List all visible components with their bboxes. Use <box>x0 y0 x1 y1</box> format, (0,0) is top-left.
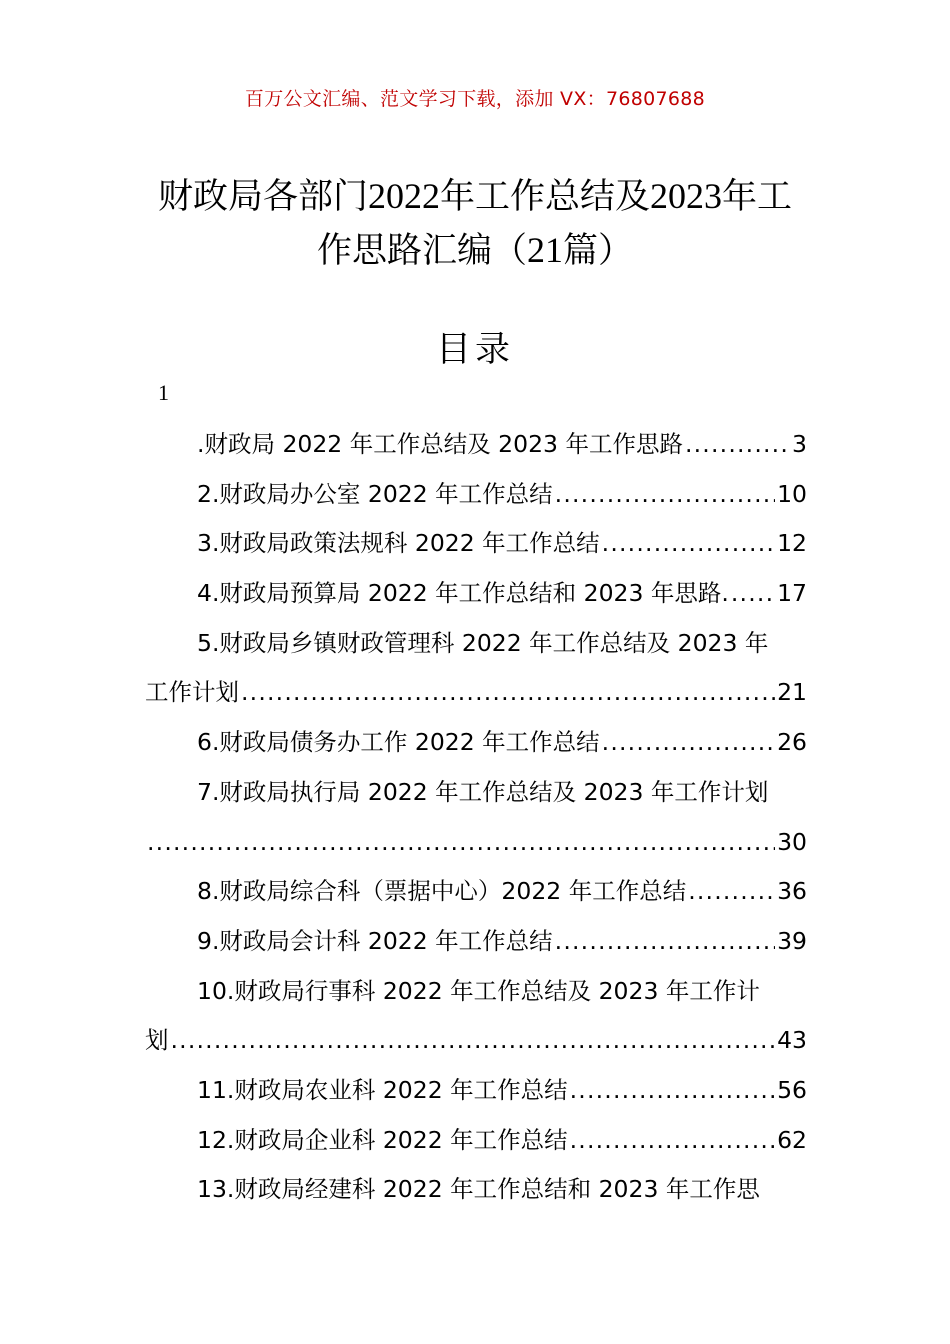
toc-entry[interactable] <box>145 867 807 917</box>
toc-entry[interactable] <box>145 917 807 967</box>
toc-entry-text: 7.财政局执行局 2022 年工作总结及 2023 年工作计划 <box>197 777 769 806</box>
toc-leader <box>570 1066 775 1116</box>
title-part: 财政局各部门 <box>157 177 368 217</box>
toc-page-number: 39 <box>777 926 807 955</box>
title-part: 作思路汇编（ <box>316 231 527 271</box>
toc-leader <box>555 917 775 967</box>
toc-entry-text: 12.财政局企业科 2022 年工作总结 <box>197 1125 568 1154</box>
toc-page-number: 3 <box>792 430 807 458</box>
toc-leader <box>602 718 775 768</box>
table-of-contents <box>145 420 807 1215</box>
toc-entry[interactable] <box>145 967 807 1017</box>
toc-entry-text: 10.财政局行事科 2022 年工作总结及 2023 年工作计 <box>197 976 760 1005</box>
toc-page-number: 12 <box>777 529 807 558</box>
document-title <box>140 170 810 278</box>
title-year: 2023 <box>650 176 722 216</box>
toc-leader <box>688 867 775 917</box>
toc-page-number: 36 <box>777 877 807 906</box>
toc-entry[interactable] <box>145 420 807 470</box>
toc-entry[interactable] <box>145 1066 807 1116</box>
toc-entry-text: 2.财政局办公室 2022 年工作总结 <box>197 479 553 508</box>
toc-entry-text: 6.财政局债务办工作 2022 年工作总结 <box>197 728 600 757</box>
toc-leader <box>570 1116 775 1166</box>
toc-leader <box>602 519 775 569</box>
toc-leader <box>685 420 790 470</box>
promo-banner: 百万公文汇编、范文学习下载，添加 VX：76807688 <box>244 88 706 110</box>
title-part: 年工作总结及 <box>439 177 650 217</box>
toc-page-number: 17 <box>777 579 807 608</box>
toc-entry-text: 5.财政局乡镇财政管理科 2022 年工作总结及 2023 年 <box>197 628 769 657</box>
toc-leader <box>147 818 775 868</box>
toc-entry-text: 11.财政局农业科 2022 年工作总结 <box>197 1075 568 1104</box>
toc-entry-text: 划 <box>145 1026 169 1055</box>
toc-entry-text: 13.财政局经建科 2022 年工作总结和 2023 年工作思 <box>197 1175 760 1204</box>
title-part: 年工 <box>722 177 793 217</box>
title-count: 21 <box>527 230 563 270</box>
toc-entry-text: .财政局 2022 年工作总结及 2023 年工作思路 <box>197 430 683 458</box>
toc-entry[interactable] <box>145 619 807 669</box>
toc-leader <box>171 1016 776 1066</box>
toc-page-number: 62 <box>777 1125 807 1154</box>
toc-entry[interactable] <box>145 1165 807 1215</box>
toc-entry[interactable] <box>145 1116 807 1166</box>
footnote-mark: 1 <box>158 380 169 405</box>
title-year: 2022 <box>367 176 440 216</box>
toc-entry-continuation[interactable] <box>145 1016 807 1066</box>
toc-entry[interactable] <box>145 519 807 569</box>
title-part: 篇） <box>563 231 634 271</box>
toc-page-number: 30 <box>777 827 807 856</box>
toc-leader <box>555 470 775 520</box>
toc-entry-text: 9.财政局会计科 2022 年工作总结 <box>197 926 553 955</box>
toc-entry-text: 工作计划 <box>145 678 239 707</box>
toc-entry-continuation[interactable] <box>145 818 807 868</box>
toc-entry-text: 3.财政局政策法规科 2022 年工作总结 <box>197 529 600 558</box>
toc-entry[interactable] <box>145 470 807 520</box>
toc-page-number: 26 <box>777 728 807 757</box>
toc-heading: 目录 <box>435 330 514 370</box>
toc-page-number: 10 <box>777 479 807 508</box>
toc-entry[interactable] <box>145 768 807 818</box>
toc-entry-text: 8.财政局综合科（票据中心）2022 年工作总结 <box>197 877 687 906</box>
toc-page-number: 21 <box>777 678 807 707</box>
toc-entry-continuation[interactable] <box>145 668 807 718</box>
toc-entry[interactable] <box>145 569 807 619</box>
toc-entry-text: 4.财政局预算局 2022 年工作总结和 2023 年思路. <box>197 579 729 608</box>
toc-leader <box>731 569 775 619</box>
toc-page-number: 56 <box>777 1075 807 1104</box>
toc-page-number: 43 <box>777 1026 807 1055</box>
toc-entry[interactable] <box>145 718 807 768</box>
toc-leader <box>241 668 775 718</box>
